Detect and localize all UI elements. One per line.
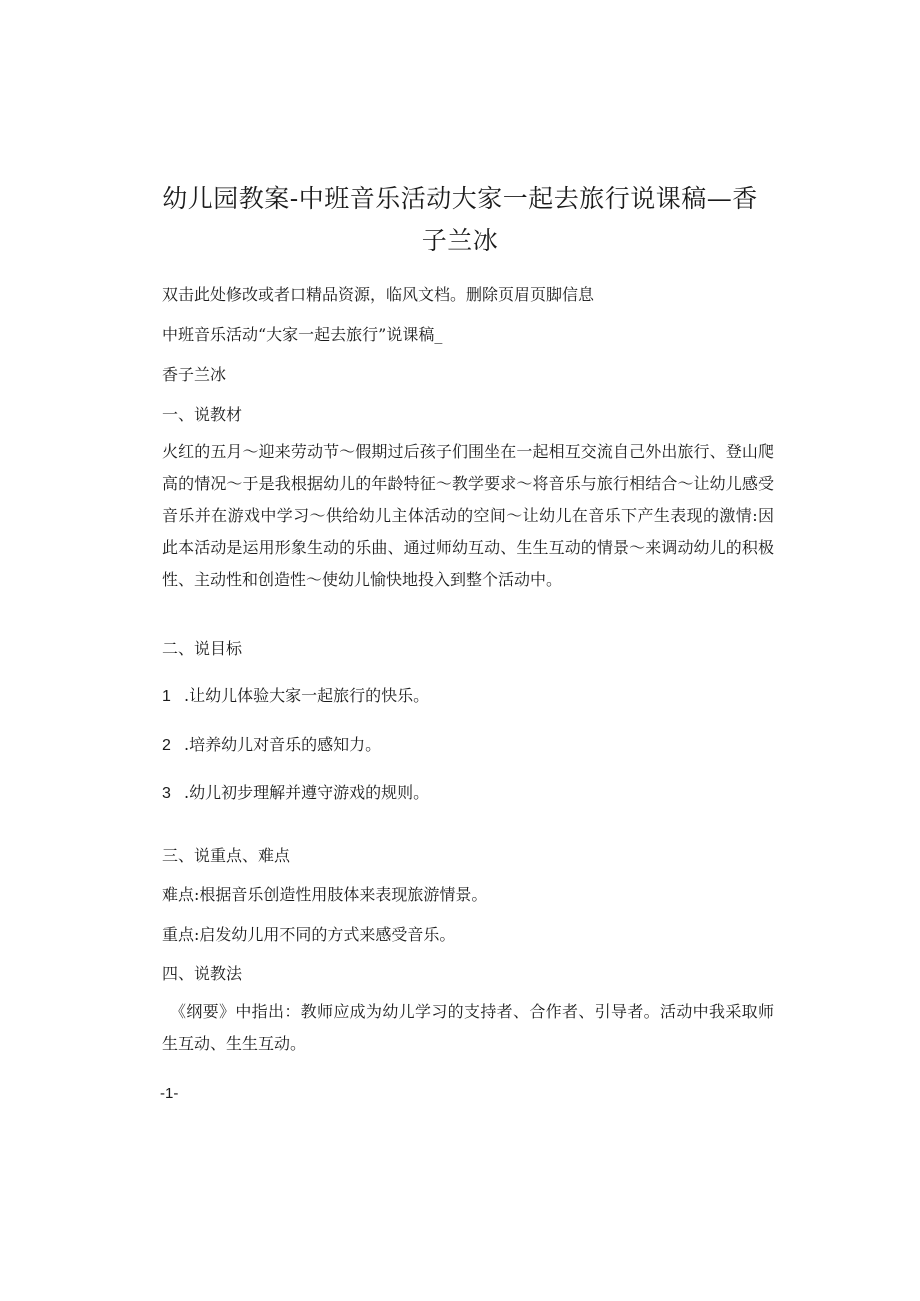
goal-text: .培养幼儿对音乐的感知力。 xyxy=(184,735,382,754)
document-title: 幼儿园教案-中班音乐活动大家一起去旅行说课稿—香子兰冰 xyxy=(162,184,758,255)
difficulty-line: 难点:根据音乐创造性用肢体来表现旅游情景。 xyxy=(162,885,488,904)
notice-line: 双击此处修改或者口精品资源，临风文档。删除页眉页脚信息 xyxy=(162,285,595,304)
keypoint-line: 重点:启发幼儿用不同的方式来感受音乐。 xyxy=(162,925,456,944)
goal-text: .让幼儿体验大家一起旅行的快乐。 xyxy=(184,686,430,705)
section3-heading: 三、说重点、难点 xyxy=(162,846,291,865)
section1-heading: 一、说教材 xyxy=(162,405,243,424)
goal-text: .幼儿初步理解并遵守游戏的规则。 xyxy=(184,783,430,802)
subtitle-line: 中班音乐活动“大家一起去旅行”说课稿_ xyxy=(162,325,443,344)
section4-body: 《纲要》中指出：教师应成为幼儿学习的支持者、合作者、引导者。活动中我采取师生互动、生生互动。 xyxy=(162,1002,774,1053)
section2-heading: 二、说目标 xyxy=(162,639,243,658)
goal-number: 2 xyxy=(162,737,171,754)
goal-number: 1 xyxy=(162,688,171,705)
section1-body: 火红的五月～迎来劳动节～假期过后孩子们围坐在一起相互交流自己外出旅行、登山爬高的情况～于是我根据幼儿的年龄特征～教学要求～将音乐与旅行相结合～让幼儿感受音乐并在游戏中学习～供给幼儿主体活动的空间～让幼儿在音乐下产生表现的激情:因此本活动是运用形象生动的乐曲、通过师幼互动、生生互动的情景～来调动幼儿的积极性、主动性和创造性～使幼儿愉快地投入到整个活动中。 xyxy=(162,442,774,589)
goal-item xyxy=(162,735,381,756)
goal-number: 3 xyxy=(162,785,171,802)
page-number: -1- xyxy=(160,1085,179,1102)
section4-heading: 四、说教法 xyxy=(162,964,243,983)
goal-item xyxy=(162,686,429,707)
author-line: 香子兰冰 xyxy=(162,365,227,384)
goal-item xyxy=(162,783,429,804)
